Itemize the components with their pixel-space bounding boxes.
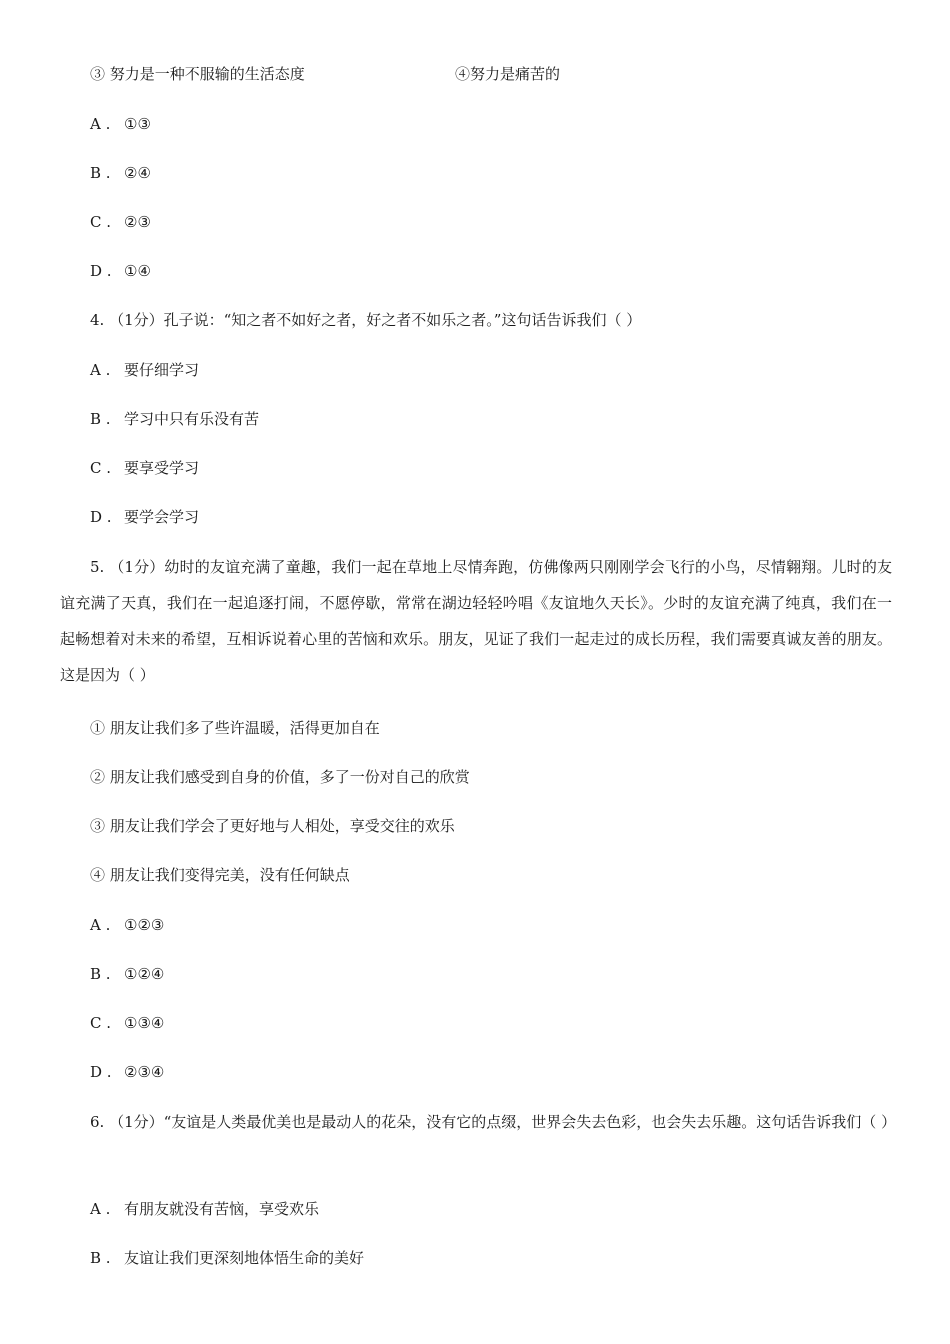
option-text: 要学会学习 (124, 508, 200, 526)
option-text: ①④ (124, 262, 151, 280)
option-letter: B . (90, 965, 111, 983)
q6-option-a[interactable] (90, 1199, 319, 1219)
q5-statement-2: ② 朋友让我们感受到自身的价值，多了一份对自己的欣赏 (90, 768, 470, 786)
q5-option-d[interactable] (90, 1062, 164, 1082)
q4-option-b[interactable] (90, 409, 259, 429)
option-text: 学习中只有乐没有苦 (124, 410, 260, 428)
option-text: ②③④ (124, 1063, 165, 1081)
option-text: ①③④ (124, 1014, 165, 1032)
q3-statement-4: ④努力是痛苦的 (455, 65, 561, 83)
q6-option-b[interactable] (90, 1248, 364, 1268)
q5-statement-1: ① 朋友让我们多了些许温暖，活得更加自在 (90, 719, 380, 737)
option-letter: A . (90, 361, 111, 379)
option-letter: B . (90, 410, 111, 428)
option-letter: B . (90, 164, 111, 182)
option-text: 要享受学习 (124, 459, 200, 477)
q5-statement-4: ④ 朋友让我们变得完美，没有任何缺点 (90, 866, 350, 884)
option-letter: B . (90, 1249, 111, 1267)
q3-statement-3: ③ 努力是一种不服输的生活态度 (90, 65, 305, 83)
option-letter: C . (90, 1014, 112, 1032)
option-letter: C . (90, 213, 112, 231)
option-text: ①②④ (124, 965, 165, 983)
q5-option-a[interactable] (90, 915, 164, 935)
option-text: ①②③ (124, 916, 165, 934)
option-letter: C . (90, 459, 112, 477)
q5-option-c[interactable] (90, 1013, 164, 1033)
q3-option-d[interactable] (90, 261, 151, 281)
q3-option-c[interactable] (90, 212, 151, 232)
option-text: ②③ (124, 213, 151, 231)
option-letter: D . (90, 508, 112, 526)
q3-option-b[interactable] (90, 163, 151, 183)
option-text: 友谊让我们更深刻地体悟生命的美好 (124, 1249, 365, 1267)
option-letter: A . (90, 1200, 111, 1218)
q4-stem: 4. （1分）孔子说：“知之者不如好之者，好之者不如乐之者。”这句话告诉我们（ ） (90, 311, 642, 329)
option-letter: A . (90, 916, 111, 934)
option-text: 要仔细学习 (124, 361, 200, 379)
option-letter: A . (90, 115, 111, 133)
q6-stem: 6. （1分）“友谊是人类最优美也是最动人的花朵，没有它的点缀，世界会失去色彩，也会失去乐趣。这句话告诉我们（ ） (90, 1113, 897, 1131)
option-text: 有朋友就没有苦恼，享受欢乐 (124, 1200, 320, 1218)
q5-option-b[interactable] (90, 964, 164, 984)
option-letter: D . (90, 1063, 112, 1081)
option-letter: D . (90, 262, 112, 280)
q5-statement-3: ③ 朋友让我们学会了更好地与人相处，享受交往的欢乐 (90, 817, 455, 835)
q4-option-c[interactable] (90, 458, 199, 478)
q5-stem: 5. （1分）幼时的友谊充满了童趣，我们一起在草地上尽情奔跑，仿佛像两只刚刚学会飞行的小鸟，尽情翱翔。儿时的友谊充满了天真，我们在一起追逐打闹，不愿停歇，常常在湖边轻轻吟唱《友谊地久天长》。少时的友谊充满了纯真，我们在一起畅想着对未来的希望，互相诉说着心里的苦恼和欢乐。朋友，见证了我们一起走过的成长历程，我们需要真诚友善的朋友。这是因为（ ） (60, 558, 892, 684)
option-text: ②④ (124, 164, 151, 182)
option-text: ①③ (124, 115, 151, 133)
q4-option-d[interactable] (90, 507, 199, 527)
q4-option-a[interactable] (90, 360, 199, 380)
q3-option-a[interactable] (90, 114, 151, 134)
